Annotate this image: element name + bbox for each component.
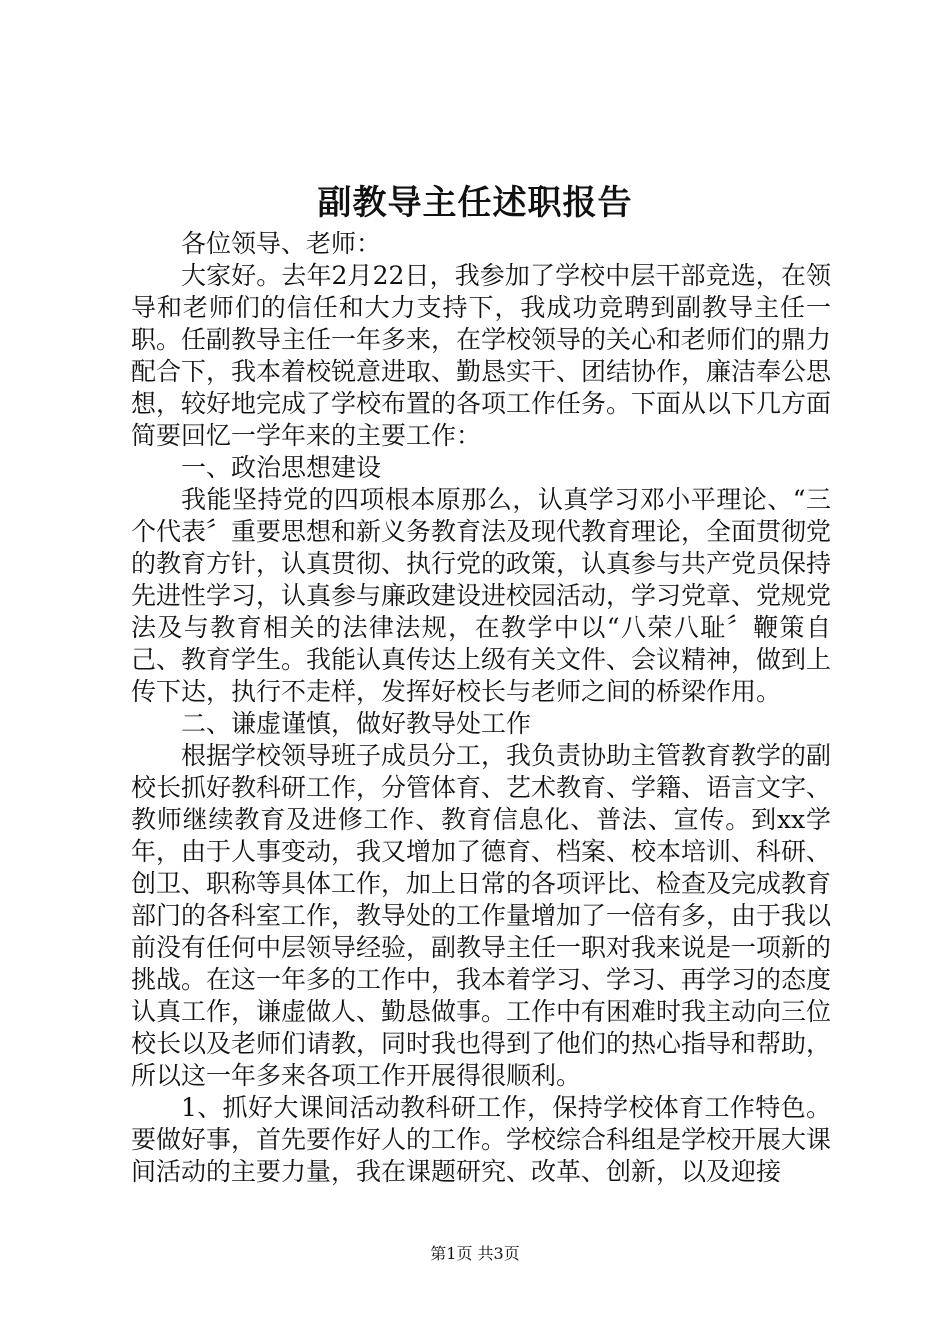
section-heading-teaching-office: 二、谦虚谨慎，做好教导处工作	[181, 709, 532, 738]
item-1-paragraph: 1、抓好大课间活动教科研工作，保持学校体育工作特色。要做好事，首先要作好人的工作。学校综合科组是学校开展大课间活动的主要力量，我在课题研究、改革、创新，以及迎接	[131, 1093, 832, 1186]
intro-paragraph: 大家好。去年2月22日，我参加了学校中层干部竞选，在领导和老师们的信任和大力支持下，我成功竞聘到副教导主任一职。任副教导主任一年多来，在学校领导的关心和老师们的鼎力配合下，我本着校锐意进取、勤恳实干、团结协作，廉洁奉公思想，较好地完成了学校布置的各项工作任务。下面从以下几方面简要回忆一学年来的主要工作：	[131, 261, 832, 450]
document-body	[131, 228, 831, 1188]
page-number-footer: 第1页 共3页	[430, 1244, 520, 1263]
salutation: 各位领导、老师：	[181, 229, 382, 258]
teaching-office-paragraph: 根据学校领导班子成员分工，我负责协助主管教育教学的副校长抓好教科研工作，分管体育、艺术教育、学籍、语言文字、教师继续教育及进修工作、教育信息化、普法、宣传。到xx学年，由于人事变动，我又增加了德育、档案、校本培训、科研、创卫、职称等具体工作，加上日常的各项评比、检查及完成教育部门的各科室工作，教导处的工作量增加了一倍有多，由于我以前没有任何中层领导经验，副教导主任一职对我来说是一项新的挑战。在这一年多的工作中，我本着学习、学习、再学习的态度认真工作，谦虚做人、勤恳做事。工作中有困难时我主动向三位校长以及老师们请教，同时我也得到了他们的热心指导和帮助，所以这一年多来各项工作开展得很顺利。	[131, 741, 832, 1090]
section-heading-political: 一、政治思想建设	[181, 453, 382, 482]
document-title: 副教导主任述职报告	[317, 182, 633, 223]
political-paragraph: 我能坚持党的四项根本原那么，认真学习邓小平理论、“三个代表〞重要思想和新义务教育法及现代教育理论，全面贯彻党的教育方针，认真贯彻、执行党的政策，认真参与共产党员保持先进性学习，认真参与廉政建设进校园活动，学习党章、党规党法及与教育相关的法律法规，在教学中以“八荣八耻〞鞭策自己、教育学生。我能认真传达上级有关文件、会议精神，做到上传下达，执行不走样，发挥好校长与老师之间的桥梁作用。	[131, 485, 832, 706]
